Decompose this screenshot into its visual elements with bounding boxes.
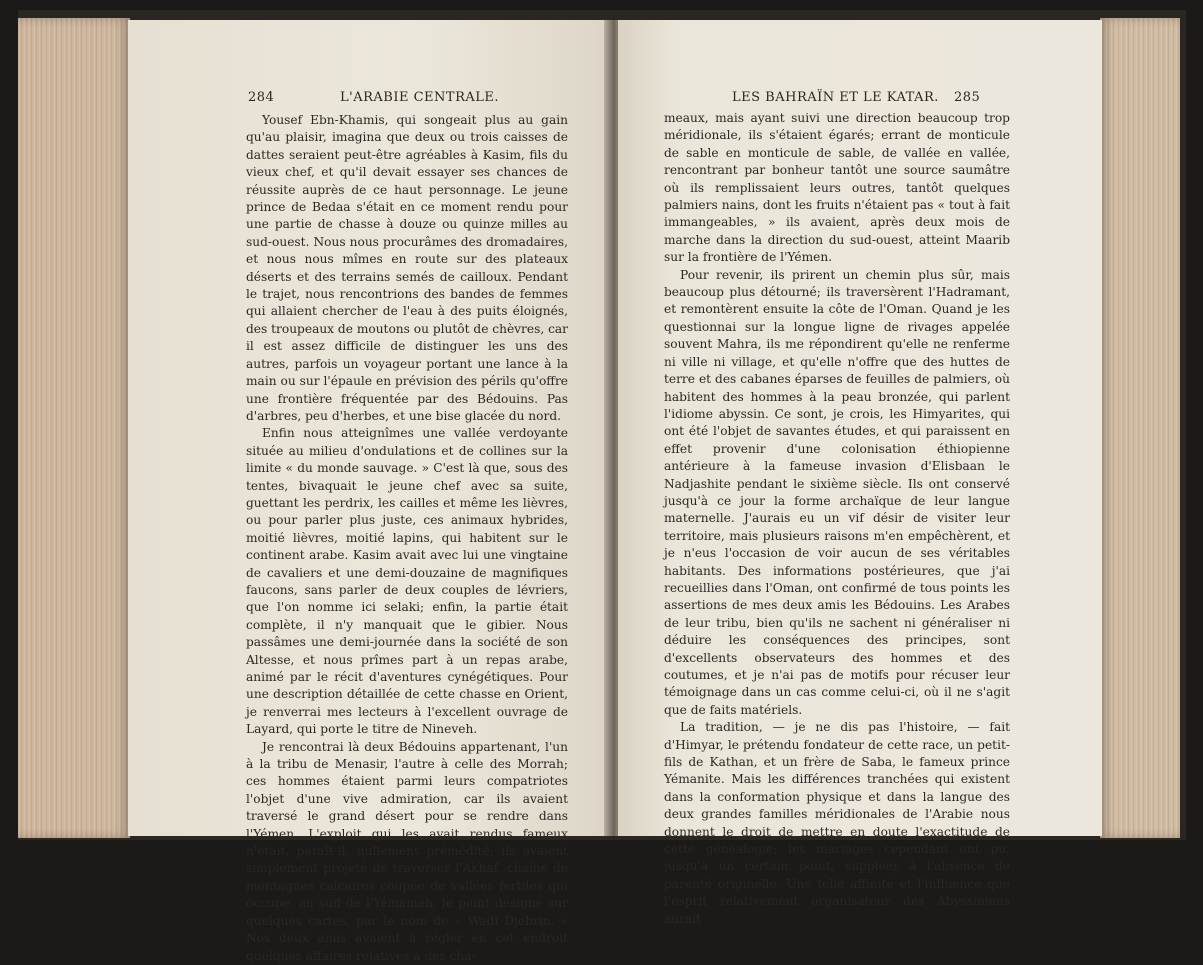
page-edges-right bbox=[1100, 18, 1180, 838]
right-paragraph-3: La tradition, — je ne dis pas l'histoire, — fait d'Himyar, le prétendu fondateur de cette race, un petit-fils de Kathan, et un frère de Saba, le fameux prince Yémanite. Mais les différences tranchées qui existent dans la conformation physique et dans la langue des deux grandes familles méridionales de l'Arabie nous donnent le droit de mettre en doute l'exactitude de cette généalogie; les mariages cependant ont pu, jusqu'à un certain point, suppléer à l'absence de parenté originelle. Une telle affinité et l'influence que l'esprit relativement organisateur des Abyssiniens aurait bbox=[664, 720, 1010, 926]
page-edges-left bbox=[18, 18, 130, 838]
right-paragraph-2: Pour revenir, ils prirent un chemin plus sûr, mais beaucoup plus détourné; ils traversèrent l'Hadramant, et remontèrent ensuite la côte de l'Oman. Quand je les questionnai sur la longue ligne de rivages appelée souvent Mahra, ils me répondirent qu'elle ne renferme ni ville ni village, et qu'elle n'offre que des huttes de terre et des cabanes éparses de feuilles de palmiers, où habitent des hommes à la peau bronzée, qui parlent l'idiome abyssin. Ce sont, je crois, les Himyarites, qui ont été l'objet de savantes études, et qui paraissent en effet provenir d'une colonisation éthiopienne antérieure à la fameuse invasion d'Elisbaan le Nadjashite pendant le sixième siècle. Ils ont conservé jusqu'à ce jour la forme archaïque de leur langue maternelle. J'aurais eu un vif désir de visiter leur territoire, mais plusieurs raisons m'en empêchèrent, et je n'eus l'occasion de voir aucun de ses véritables habitants. Des informations postérieures, que j'ai recueillies dans l'Oman, ont confirmé de tous points les assertions de mes deux amis les Bédouins. Les Arabes de leur tribu, bien qu'ils ne sachent ni généraliser ni déduire les conséquences des principes, sont d'excellents observateurs des hommes et des coutumes, et je n'ai pas de motifs pour récuser leur témoignage dans un cas comme celui-ci, où il ne s'agit que de faits matériels. bbox=[664, 267, 1010, 717]
right-paragraph-1: meaux, mais ayant suivi une direction beaucoup trop méridionale, ils s'étaient égarés; errant de monticule de sable en monticule de sable, de vallée en vallée, rencontrant par bonheur tantôt une source saumâtre où ils remplissaient leurs outres, tantôt quelques palmiers nains, dont les fruits n'étaient pas « tout à fait immangeables, » ils avaient, après deux mois de marche dans la direction du sud-ouest, atteint Maarib sur la frontière de l'Yémen. bbox=[664, 111, 1010, 265]
left-running-head: L'ARABIE CENTRALE. bbox=[340, 90, 499, 105]
right-running-head: LES BAHRAÏN ET LE KATAR. bbox=[732, 90, 939, 105]
left-page-number: 284 bbox=[248, 90, 275, 105]
right-page-number: 285 bbox=[954, 90, 981, 105]
left-paragraph-2: Enfin nous atteignîmes une vallée verdoyante située au milieu d'ondulations et de collines sur la limite « du monde sauvage. » C'est là que, sous des tentes, bivaquait le jeune chef avec sa suite, guettant les perdrix, les cailles et même les lièvres, ou pour parler plus juste, ces animaux hybrides, moitié lièvres, moitié lapins, qui habitent sur le continent arabe. Kasim avait avec lui une vingtaine de cavaliers et une demi-douzaine de magnifiques faucons, sans parler de deux couples de lévriers, que l'on nomme ici selaki; enfin, la partie était complète, il n'y manquait que le gibier. Nous passâmes une demi-journée dans la société de son Altesse, et nous prîmes part à un repas arabe, animé par le récit d'aventures cynégétiques. Pour une description détaillée de cette chasse en Orient, je renverrai mes lecteurs à l'excellent ouvrage de Layard, qui porte le titre de Nineveh. bbox=[246, 426, 568, 737]
left-paragraph-3: Je rencontrai là deux Bédouins appartenant, l'un à la tribu de Menasir, l'autre à celle des Morrah; ces hommes étaient parmi leurs compatriotes l'objet d'une vive admiration, car ils avaient traversé le grand désert pour se rendre dans l'Yémen. L'exploit qui les avait rendus fameux n'était, paraît-il, nullement prémédité; ils avaient simplement projeté de traverser l'Akhaf, chaîne de montagnes calcaires coupée de vallées fertiles qui occupe, au sud de l'Yémamah, le point désigné sur quelques cartes, par le nom de « Wadi Djebrin. » Nos deux amis avaient à régler en cet endroit quelques affaires relatives à des cha- bbox=[246, 739, 568, 963]
left-page bbox=[128, 20, 610, 963]
right-page-text bbox=[664, 110, 1010, 928]
left-paragraph-1: Yousef Ebn-Khamis, qui songeait plus au gain qu'au plaisir, imagina que deux ou trois caisses de dattes seraient peut-être agréables à Kasim, fils du vieux chef, et qu'il devait essayer ses chances de réussite auprès de ce haut personnage. Le jeune prince de Bedaa s'était en ce moment rendu pour une partie de chasse à douze ou quinze milles au sud-ouest. Nous nous procurâmes des dromadaires, et nous nous mîmes en route sur des plateaux déserts et des terrains semés de cailloux. Pendant le trajet, nous rencontrions des bandes de femmes qui allaient chercher de l'eau à des puits éloignés, des troupeaux de moutons ou plutôt de chèvres, car il est assez difficile de distinguer les uns des autres, parfois un voyageur portant une lance à la main ou sur l'épaule en prévision des périls qu'offre une frontière fréquentée par des Bédouins. Pas d'arbres, peu d'herbes, et une bise glacée du nord. bbox=[246, 113, 569, 423]
left-page-text bbox=[246, 112, 568, 965]
right-page bbox=[618, 20, 1102, 926]
